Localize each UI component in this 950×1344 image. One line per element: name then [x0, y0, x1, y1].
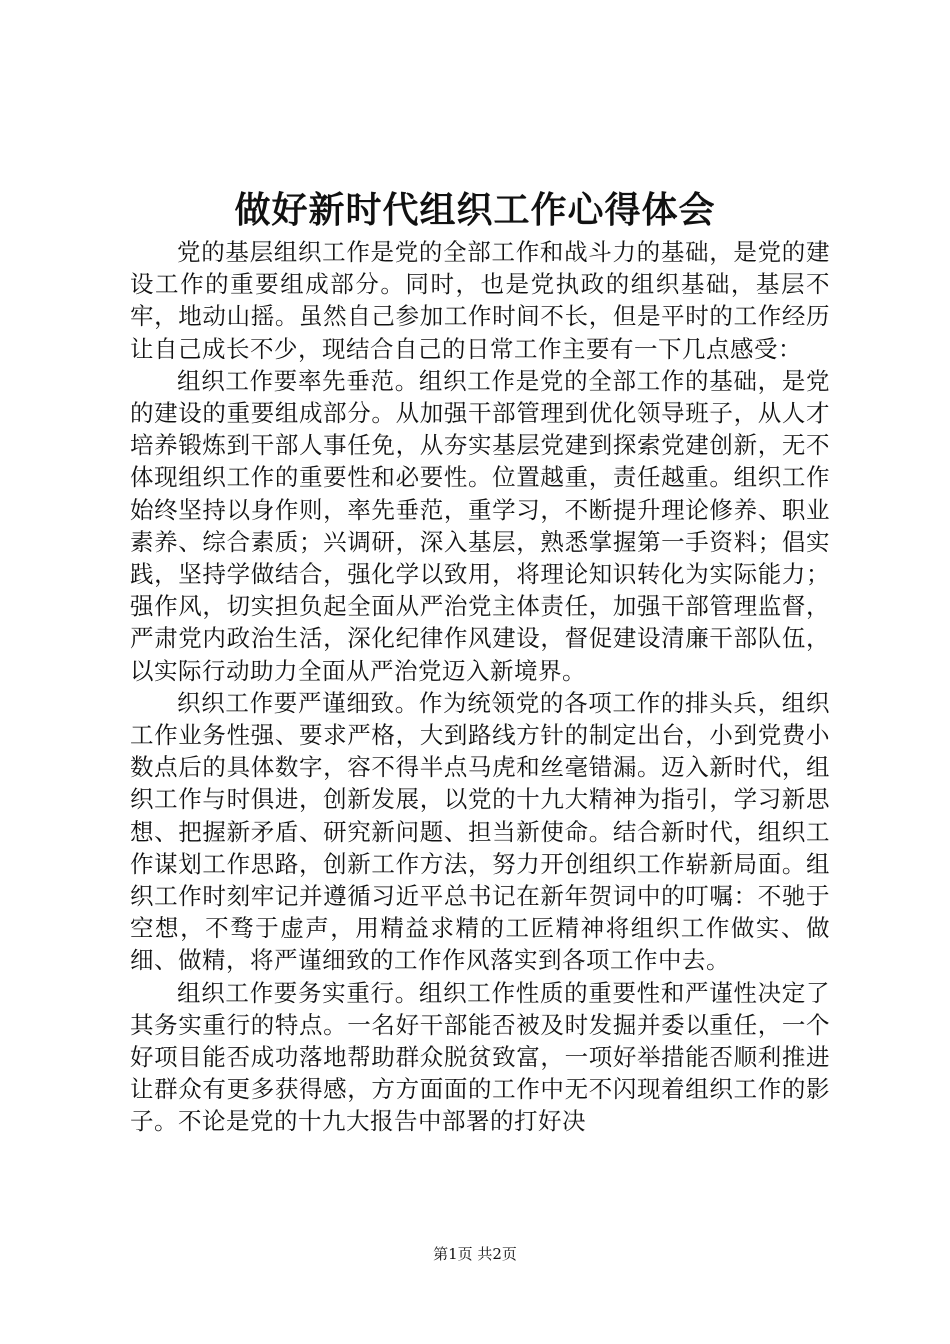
paragraph-rigorous-meticulous: 织织工作要严谨细致。作为统领党的各项工作的排头兵，组织工作业务性强、要求严格，大到路线方针的制定出台，小到党费小数点后的具体数字，容不得半点马虎和丝毫错漏。迈入新时代，组织工作与时俱进，创新发展，以党的十九大精神为指引，学习新思想、把握新矛盾、研究新问题、担当新使命。结合新时代，组织工作谋划工作思路，创新工作方法，努力开创组织工作崭新局面。组织工作时刻牢记并遵循习近平总书记在新年贺词中的叮嘱：不驰于空想，不骛于虚声，用精益求精的工匠精神将组织工作做实、做细、做精，将严谨细致的工作作风落实到各项工作中去。 — [130, 688, 830, 975]
document-title: 做好新时代组织工作心得体会 — [234, 189, 716, 231]
paragraph-intro: 党的基层组织工作是党的全部工作和战斗力的基础，是党的建设工作的重要组成部分。同时，也是党执政的组织基础，基层不牢，地动山摇。虽然自己参加工作时间不长，但是平时的工作经历让自己成长不少，现结合自己的日常工作主要有一下几点感受： — [130, 238, 830, 363]
paragraph-lead-by-example: 组织工作要率先垂范。组织工作是党的全部工作的基础，是党的建设的重要组成部分。从加强干部管理到优化领导班子，从人才培养锻炼到干部人事任免，从夯实基层党建到探索党建创新，无不体现组织工作的重要性和必要性。位置越重，责任越重。组织工作始终坚持以身作则，率先垂范，重学习，不断提升理论修养、职业素养、综合素质；兴调研，深入基层，熟悉掌握第一手资料；倡实践，坚持学做结合，强化学以致用，将理论知识转化为实际能力；强作风，切实担负起全面从严治党主体责任，加强干部管理监督，严肃党内政治生活，深化纪律作风建设，督促建设清廉干部队伍，以实际行动助力全面从严治党迈入新境界。 — [130, 366, 830, 685]
document-body — [130, 236, 830, 1138]
page-number-footer: 第1页 共2页 — [433, 1245, 517, 1263]
paragraph-pragmatic-action: 组织工作要务实重行。组织工作性质的重要性和严谨性决定了其务实重行的特点。一名好干部能否被及时发掘并委以重任，一个好项目能否成功落地帮助群众脱贫致富，一项好举措能否顺利推进让群众有更多获得感，方方面面的工作中无不闪现着组织工作的影子。不论是党的十九大报告中部署的打好决 — [130, 978, 830, 1136]
